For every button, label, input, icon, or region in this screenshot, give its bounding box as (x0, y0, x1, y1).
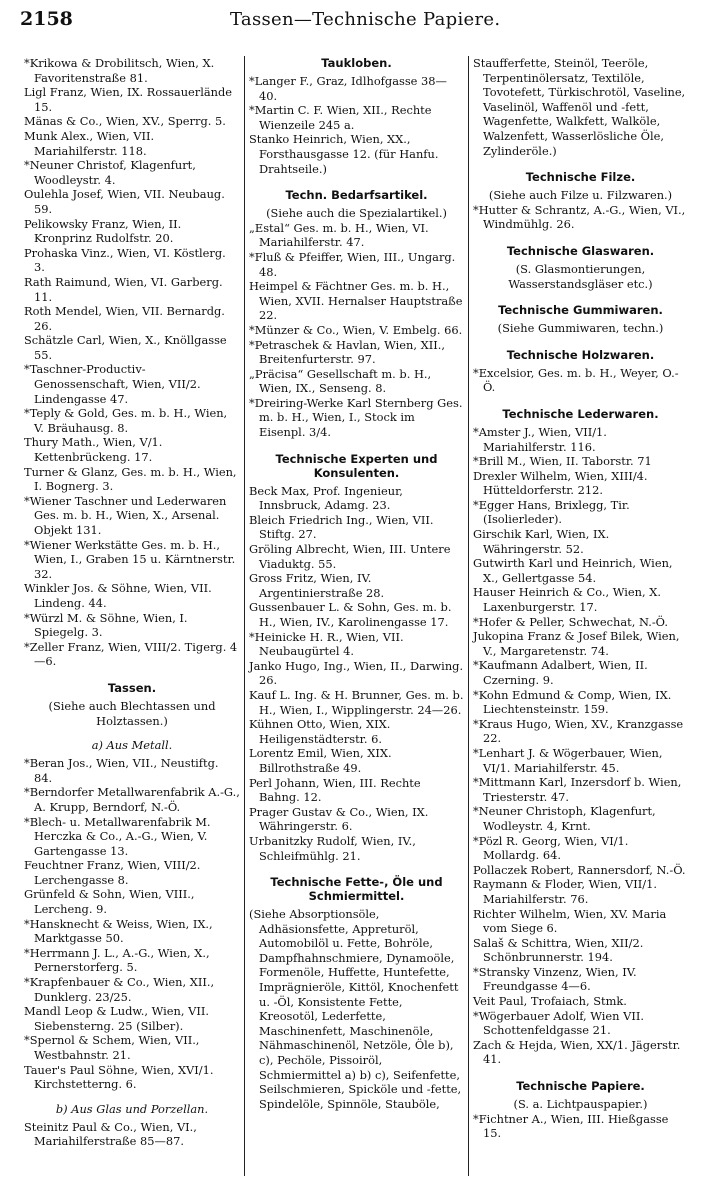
column-1 (20, 56, 244, 1176)
directory-entry: Kühnen Otto, Wien, XIX. Heiligenstädterstr. 6. (249, 717, 391, 746)
directory-entry: *Hutter & Schrantz, A.-G., Wien, VI., Windmühlg. 26. (473, 202, 686, 232)
directory-entry: Gutwirth Karl und Heinrich, Wien, X., Gellertgasse 54. (473, 556, 673, 585)
directory-entry: *Egger Hans, Brixlegg, Tir. (Isolierleder). (473, 497, 630, 527)
directory-entry: *Taschner-Productiv-Genossenschaft, Wien, VII/2. Lindengasse 47. (24, 362, 201, 406)
directory-entry: Salaš & Schittra, Wien, XII/2. Schönbrunnerstr. 194. (473, 935, 644, 965)
directory-entry: „Präcisa“ Gesellschaft m. b. H., Wien, IX., Senseng. 8. (249, 366, 432, 396)
directory-entry: Urbanitzky Rudolf, Wien, IV., Schleifmühlg. 21. (249, 833, 416, 863)
column-3 (468, 56, 692, 1176)
directory-entry: *Kohn Edmund & Comp, Wien, IX. Liechtensteinstr. 159. (473, 687, 672, 717)
directory-entry: *Berndorfer Metallwarenfabrik A.-G., A. Krupp, Berndorf, N.-Ö. (24, 785, 240, 814)
directory-entry: *Wiener Taschner und Lederwaren Ges. m. b. H., Wien, X., Arsenal. Objekt 131. (24, 493, 227, 537)
directory-entry: *Martin C. F. Wien, XII., Rechte Wienzeile 245 a. (249, 103, 432, 132)
directory-entry: Oulehla Josef, Wien, VII. Neubaug. 59. (24, 187, 225, 216)
entry-list (473, 425, 688, 1067)
directory-entry: *Kraus Hugo, Wien, XV., Kranzgasse 22. (473, 716, 684, 746)
section-heading-fette-oele: Technische Fette-, Öle und Schmiermittel. (270, 875, 443, 904)
page-header (20, 8, 692, 40)
directory-entry: Bleich Friedrich Ing., Wien, VII. Stiftg. 27. (249, 512, 434, 542)
directory-entry: *Petraschek & Havlan, Wien, XII., Breitenfurterstr. 97. (249, 337, 445, 367)
directory-entry: *Hofer & Peller, Schwechat, N.-Ö. (473, 614, 668, 629)
directory-entry: Munk Alex., Wien, VII. Mariahilferstr. 118. (24, 128, 155, 158)
directory-entry: *Neuner Christof, Klagenfurt, Woodleystr. 4. (24, 158, 196, 187)
directory-entry: „Estal“ Ges. m. b. H., Wien, VI. Mariahilferstr. 47. (249, 220, 429, 250)
continued-note-fette-oele: Staufferfette, Steinöl, Teeröle, Terpentinölersatz, Textilöle, Tovotefett, Türkischrotöl, Vaseline, Vaselinöl, Waffenöl und -fett, Wagenfette, Walkfett, Walköle, Walzenfett, Wasserlösliche Öle, Zylinderöle.) (473, 56, 686, 158)
section-note-tassen: (Siehe auch Blechtassen und Holztassen.) (48, 698, 216, 728)
section-heading-filze: Technische Filze. (525, 170, 636, 185)
section-heading-tassen: Tassen. (107, 680, 157, 695)
directory-entry: Perl Johann, Wien, III. Rechte Bahng. 12. (249, 775, 421, 805)
section-note-filze: (Siehe auch Filze u. Filzwaren.) (488, 188, 673, 203)
entry-list (24, 756, 240, 1092)
directory-entry: Roth Mendel, Wien, VII. Bernardg. 26. (24, 304, 225, 333)
directory-entry: Ligl Franz, Wien, IX. Rossauerlände 15. (24, 85, 233, 114)
section-heading-papiere: Technische Papiere. (516, 1079, 645, 1094)
directory-entry: *Brill M., Wien, II. Taborstr. 71 (473, 454, 652, 469)
directory-entry: *Excelsior, Ges. m. b. H., Weyer, O.-Ö. (473, 365, 679, 395)
directory-entry: Heimpel & Fächtner Ges. m. b. H., Wien, XVII. Hernalser Hauptstraße 22. (249, 279, 463, 323)
directory-entry: Schätzle Carl, Wien, X., Knöllgasse 55. (24, 333, 227, 362)
column-2 (244, 56, 468, 1176)
section-note-glaswaren: (S. Glasmontierungen, Wasserstandsgläser etc.) (508, 261, 653, 291)
directory-entry: *Hansknecht & Weiss, Wien, IX., Marktgasse 50. (24, 916, 213, 946)
entry-list (473, 203, 688, 232)
directory-entry: *Herrmann J. L., A.-G., Wien, X., Pernerstorferg. 5. (24, 945, 210, 975)
subheading-metall: a) Aus Metall. (91, 738, 173, 753)
entry-list (24, 56, 240, 669)
running-title: Tassen—Technische Papiere. (230, 9, 501, 30)
directory-entry: Prohaska Vinz., Wien, VI. Köstlerg. 3. (24, 245, 226, 275)
entry-list (249, 484, 464, 863)
directory-entry: *Spernol & Schem, Wien, VII., Westbahnstr. 21. (24, 1033, 200, 1062)
directory-entry: Jukopina Franz & Josef Bilek, Wien, V., Margaretenstr. 74. (473, 629, 680, 658)
directory-entry: Kauf L. Ing. & H. Brunner, Ges. m. b. H., Wien, I., Wipplingerstr. 24—26. (249, 687, 464, 717)
directory-entry: Gussenbauer L. & Sohn, Ges. m. b. H., Wien, IV., Karolinengasse 17. (249, 600, 452, 629)
directory-entry: *Wögerbauer Adolf, Wien VII. Schottenfeldgasse 21. (473, 1008, 644, 1038)
section-note-gummiwaren: (Siehe Gummiwaren, techn.) (497, 321, 664, 336)
directory-entry: *Stransky Vinzenz, Wien, IV. Freundgasse 4—6. (473, 964, 637, 994)
section-note-bedarfsartikel: (Siehe auch die Spezialartikel.) (266, 206, 447, 221)
entry-list (249, 221, 464, 440)
directory-entry: Stanko Heinrich, Wien, XX., Forsthausgasse 12. (für Hanfu. Drahtseile.) (249, 132, 439, 176)
directory-entry: *Amster J., Wien, VII/1. Mariahilferstr. 116. (473, 424, 607, 454)
directory-entry: Zach & Hejda, Wien, XX/1. Jägerstr. 41. (473, 1037, 681, 1067)
directory-entry: *Krapfenbauer & Co., Wien, XII., Dunklerg. 23/25. (24, 975, 215, 1004)
directory-entry: Pelikowsky Franz, Wien, II. Kronprinz Rudolfstr. 20. (24, 216, 182, 246)
directory-entry: Grünfeld & Sohn, Wien, VIII., Lercheng. 9. (24, 887, 195, 917)
directory-entry: Winkler Jos. & Söhne, Wien, VII. Lindeng. 44. (24, 581, 212, 610)
directory-entry: Gröling Albrecht, Wien, III. Untere Viaduktg. 55. (249, 542, 451, 571)
directory-entry: Beck Max, Prof. Ingenieur, Innsbruck, Adamg. 23. (249, 483, 403, 513)
directory-entry: *Blech- u. Metallwarenfabrik M. Herczka & Co., A.-G., Wien, V. Gartengasse 13. (24, 814, 211, 858)
section-note-papiere: (S. a. Lichtpauspapier.) (513, 1097, 648, 1112)
directory-entry: *Neuner Christoph, Klagenfurt, Wodleystr. 4, Krnt. (473, 804, 656, 833)
entry-list (24, 1120, 240, 1149)
directory-entry: *Lenhart J. & Wögerbauer, Wien, VI/1. Mariahilferstr. 45. (473, 745, 663, 775)
directory-entry: Veit Paul, Trofaiach, Stmk. (473, 994, 627, 1009)
section-heading-bedarfsartikel: Techn. Bedarfsartikel. (285, 188, 428, 203)
entry-list (249, 74, 464, 176)
directory-entry: *Zeller Franz, Wien, VIII/2. Tigerg. 4—6. (24, 639, 238, 669)
directory-entry: Mandl Leop & Ludw., Wien, VII. Siebensterng. 25 (Silber). (24, 1004, 209, 1033)
directory-entry: *Teply & Gold, Ges. m. b. H., Wien, V. Bräuhausg. 8. (24, 406, 228, 435)
directory-entry: *Mittmann Karl, Inzersdorf b. Wien, Triesterstr. 47. (473, 775, 682, 804)
directory-entry: *Fichtner A., Wien, III. Hießgasse 15. (473, 1111, 669, 1141)
directory-entry: *Heinicke H. R., Wien, VII. Neubaugürtel 4. (249, 629, 404, 659)
directory-entry: Raymann & Floder, Wien, VII/1. Mariahilferstr. 76. (473, 877, 657, 906)
directory-entry: Richter Wilhelm, Wien, XV. Maria vom Siege 6. (473, 906, 667, 936)
directory-entry: Girschik Karl, Wien, IX. Währingerstr. 52. (473, 527, 610, 556)
entry-list (473, 1112, 688, 1141)
directory-entry: Prager Gustav & Co., Wien, IX. Währingerstr. 6. (249, 804, 429, 834)
directory-entry: Lorentz Emil, Wien, XIX. Billrothstraße 49. (249, 746, 392, 775)
directory-entry: Hauser Heinrich & Co., Wien, X. Laxenburgerstr. 17. (473, 585, 661, 615)
directory-entry: *Kaufmann Adalbert, Wien, II. Czerning. 9. (473, 658, 648, 687)
section-note-fette-oele: (Siehe Absorptionsöle, Adhäsionsfette, Appreturöl, Automobilöl u. Fette, Bohröle, Dampfhahnschmiere, Dynamoöle, Formenöle, Huffette, Huntefette, Imprägnieröle, Kittöl, Knochenfett u. -Öl, Konsistente Fette, Kreosotöl, Lederfette, Maschinenfett, Maschinenöle, Nähmaschinenöl, Netzöle, Öle b), c), Pechöle, Pissoiröl, Schmiermittel a) b) c), Seifenfette, Seilschmieren, Spicköle und -fette, Spindelöle, Spinnöle, Stauböle, (249, 907, 462, 1111)
directory-entry: *Fluß & Pfeiffer, Wien, III., Ungarg. 48. (249, 249, 456, 279)
section-heading-gummiwaren: Technische Gummiwaren. (498, 303, 663, 318)
directory-entry: *Langer F., Graz, Idlhofgasse 38—40. (249, 74, 447, 103)
columns (20, 56, 692, 1176)
page-number: 2158 (20, 8, 73, 30)
section-heading-glaswaren: Technische Glaswaren. (506, 243, 655, 258)
directory-entry: *Münzer & Co., Wien, V. Embelg. 66. (249, 322, 463, 337)
section-heading-taukloben: Taukloben. (321, 56, 392, 70)
entry-list (473, 366, 688, 395)
directory-entry: Mänas & Co., Wien, XV., Sperrg. 5. (24, 114, 226, 129)
directory-entry: Drexler Wilhelm, Wien, XIII/4. Hütteldorferstr. 212. (473, 468, 648, 498)
directory-entry: *Krikowa & Drobilitsch, Wien, X. Favoritenstraße 81. (24, 56, 215, 85)
directory-entry: *Pözl R. Georg, Wien, VI/1. Mollardg. 64. (473, 833, 629, 863)
section-heading-experten: Technische Experten und Konsulenten. (275, 451, 438, 480)
section-heading-holzwaren: Technische Holzwaren. (506, 347, 655, 362)
directory-entry: Janko Hugo, Ing., Wien, II., Darwing. 26. (249, 658, 464, 688)
subheading-glas-porzellan: b) Aus Glas und Porzellan. (55, 1101, 209, 1116)
directory-entry: *Beran Jos., Wien, VII., Neustiftg. 84. (24, 756, 219, 785)
directory-entry: Feuchtner Franz, Wien, VIII/2. Lerchengasse 8. (24, 858, 201, 887)
directory-entry: Gross Fritz, Wien, IV. Argentinierstraße 28. (249, 571, 385, 600)
directory-entry: Turner & Glanz, Ges. m. b. H., Wien, I. Bognerg. 3. (24, 464, 237, 494)
directory-entry: Pollaczek Robert, Rannersdorf, N.-Ö. (473, 862, 686, 877)
directory-entry: *Wiener Werkstätte Ges. m. b. H., Wien, I., Graben 15 u. Kärntnerstr. 32. (24, 537, 236, 581)
directory-entry: Tauer's Paul Söhne, Wien, XVI/1. Kirchstetterng. 6. (24, 1062, 214, 1092)
directory-entry: *Würzl M. & Söhne, Wien, I. Spiegelg. 3. (24, 610, 188, 640)
directory-entry: Thury Math., Wien, V/1. Kettenbrückeng. 17. (24, 435, 163, 465)
directory-entry: Steinitz Paul & Co., Wien, VI., Mariahilferstraße 85—87. (24, 1119, 197, 1149)
section-heading-lederwaren: Technische Lederwaren. (502, 406, 659, 421)
directory-entry: *Dreiring-Werke Karl Sternberg Ges. m. b. H., Wien, I., Stock im Eisenpl. 3/4. (249, 395, 463, 440)
directory-entry: Rath Raimund, Wien, VI. Garberg. 11. (24, 274, 223, 304)
